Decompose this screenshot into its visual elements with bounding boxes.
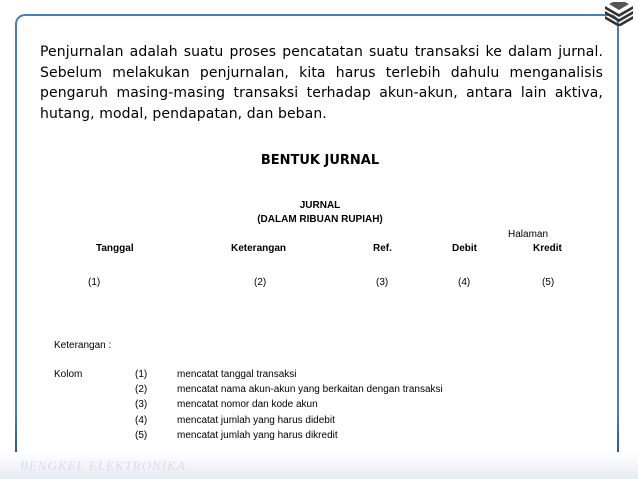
col-number-4: (4): [458, 277, 471, 288]
note-text: mencatat tanggal transaksi: [177, 369, 297, 380]
col-header-debit: Debit: [452, 243, 477, 254]
note-number: (1): [135, 369, 148, 380]
page-label: Halaman: [508, 229, 549, 240]
col-number-5: (5): [542, 277, 555, 288]
footer-watermark: BENGKEL ELEKTRONIKA: [20, 458, 186, 473]
col-header-keterangan: Keterangan: [231, 243, 287, 254]
note-text: mencatat nama akun-akun yang berkaitan dengan transaksi: [177, 384, 443, 395]
note-number: (3): [135, 399, 148, 410]
slideshare-stack-logo-icon: [603, 2, 635, 26]
slide-frame-left: [15, 30, 17, 479]
col-header-ref: Ref.: [373, 243, 392, 254]
col-number-3: (3): [376, 277, 389, 288]
col-header-kredit: Kredit: [533, 243, 562, 254]
col-number-1: (1): [88, 277, 101, 288]
note-text: mencatat nomor dan kode akun: [177, 399, 318, 410]
intro-paragraph: Penjurnalan adalah suatu proses pencatatan suatu transaksi ke dalam jurnal. Sebelum melakukan penjurnalan, kita harus terlebih dahulu menganalisis pengaruh masing-masing transaksi terhadap akun-akun, antara lain aktiva, hutang, modal, pendapatan, dan beban.: [40, 44, 603, 122]
slide-frame-right: [617, 30, 619, 479]
journal-subtitle: (DALAM RIBUAN RUPIAH): [257, 214, 383, 225]
notes-heading: Keterangan :: [54, 340, 112, 351]
note-number: (4): [135, 415, 148, 426]
note-text: mencatat jumlah yang harus didebit: [177, 415, 335, 426]
col-number-2: (2): [254, 277, 267, 288]
slide-frame-top: [15, 14, 619, 44]
note-text: mencatat jumlah yang harus dikredit: [177, 430, 338, 441]
col-header-tanggal: Tanggal: [96, 243, 134, 254]
section-title: BENTUK JURNAL: [260, 153, 380, 168]
note-number: (2): [135, 384, 148, 395]
note-number: (5): [135, 430, 148, 441]
notes-column-label: Kolom: [54, 369, 83, 380]
journal-title: JURNAL: [299, 200, 341, 211]
